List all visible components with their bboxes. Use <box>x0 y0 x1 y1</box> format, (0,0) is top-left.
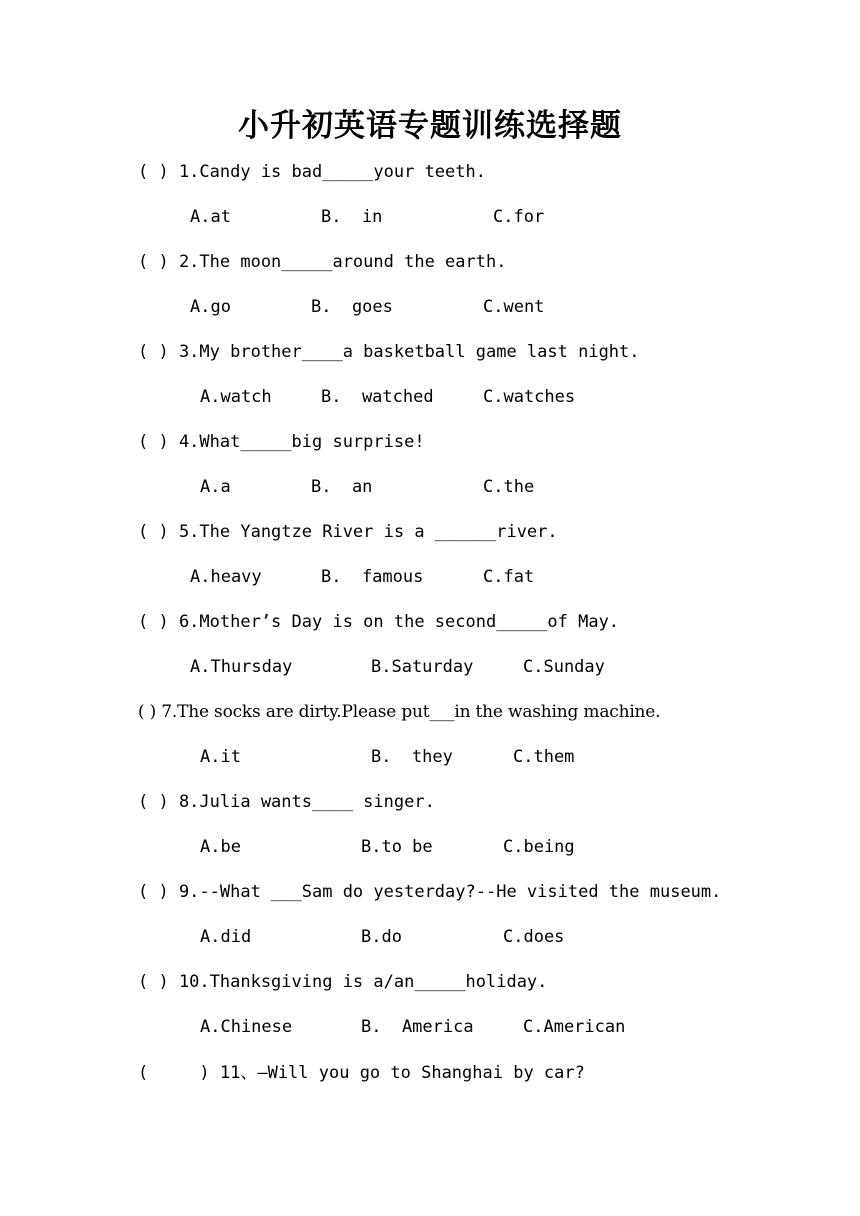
question-6-option-b: B.Saturday <box>371 657 474 677</box>
question-10-option-c: C.American <box>523 1017 626 1037</box>
question-7-option-b: B. they <box>371 747 453 767</box>
question-1-option-b: B. in <box>321 207 383 227</box>
question-9-option-c: C.does <box>503 927 565 947</box>
question-9-option-a: A.did <box>200 927 252 947</box>
question-2-option-b: B. goes <box>311 297 393 317</box>
question-10: ( ) 10.Thanksgiving is a/an_____holiday. <box>138 972 548 992</box>
question-6: ( ) 6.Mother’s Day is on the second_____of May. <box>138 612 620 632</box>
question-7-option-a: A.it <box>200 747 241 767</box>
question-1-option-a: A.at <box>190 207 231 227</box>
question-3-option-a: A.watch <box>200 387 272 407</box>
question-6-option-a: A.Thursday <box>190 657 293 677</box>
question-8-option-a: A.be <box>200 837 241 857</box>
question-5-option-c: C.fat <box>483 567 535 587</box>
question-4-option-c: C.the <box>483 477 535 497</box>
question-7-option-c: C.them <box>513 747 575 767</box>
question-4-option-a: A.a <box>200 477 231 497</box>
question-1: ( ) 1.Candy is bad_____your teeth. <box>138 162 486 182</box>
question-5-option-b: B. famous <box>321 567 424 587</box>
question-10-option-a: A.Chinese <box>200 1017 293 1037</box>
question-9-option-b: B.do <box>361 927 402 947</box>
question-3: ( ) 3.My brother____a basketball game last night. <box>138 342 640 362</box>
question-11: ( ) 11、—Will you go to Shanghai by car? <box>138 1063 585 1083</box>
question-3-option-b: B. watched <box>321 387 434 407</box>
question-4: ( ) 4.What_____big surprise! <box>138 432 425 452</box>
question-10-option-b: B. America <box>361 1017 474 1037</box>
question-9: ( ) 9.--What ___Sam do yesterday?--He visited the museum. <box>138 882 722 902</box>
question-7: ( ) 7.The socks are dirty.Please put___in the washing machine. <box>138 702 661 722</box>
question-5-option-a: A.heavy <box>190 567 262 587</box>
question-8: ( ) 8.Julia wants____ singer. <box>138 792 435 812</box>
question-1-option-c: C.for <box>493 207 545 227</box>
question-4-option-b: B. an <box>311 477 373 497</box>
question-8-option-c: C.being <box>503 837 575 857</box>
question-5: ( ) 5.The Yangtze River is a ______river. <box>138 522 558 542</box>
question-2-option-a: A.go <box>190 297 231 317</box>
question-2-option-c: C.went <box>483 297 545 317</box>
page-title: 小升初英语专题训练选择题 <box>238 108 622 144</box>
question-8-option-b: B.to be <box>361 837 433 857</box>
question-3-option-c: C.watches <box>483 387 576 407</box>
question-6-option-c: C.Sunday <box>523 657 605 677</box>
question-2: ( ) 2.The moon_____around the earth. <box>138 252 507 272</box>
